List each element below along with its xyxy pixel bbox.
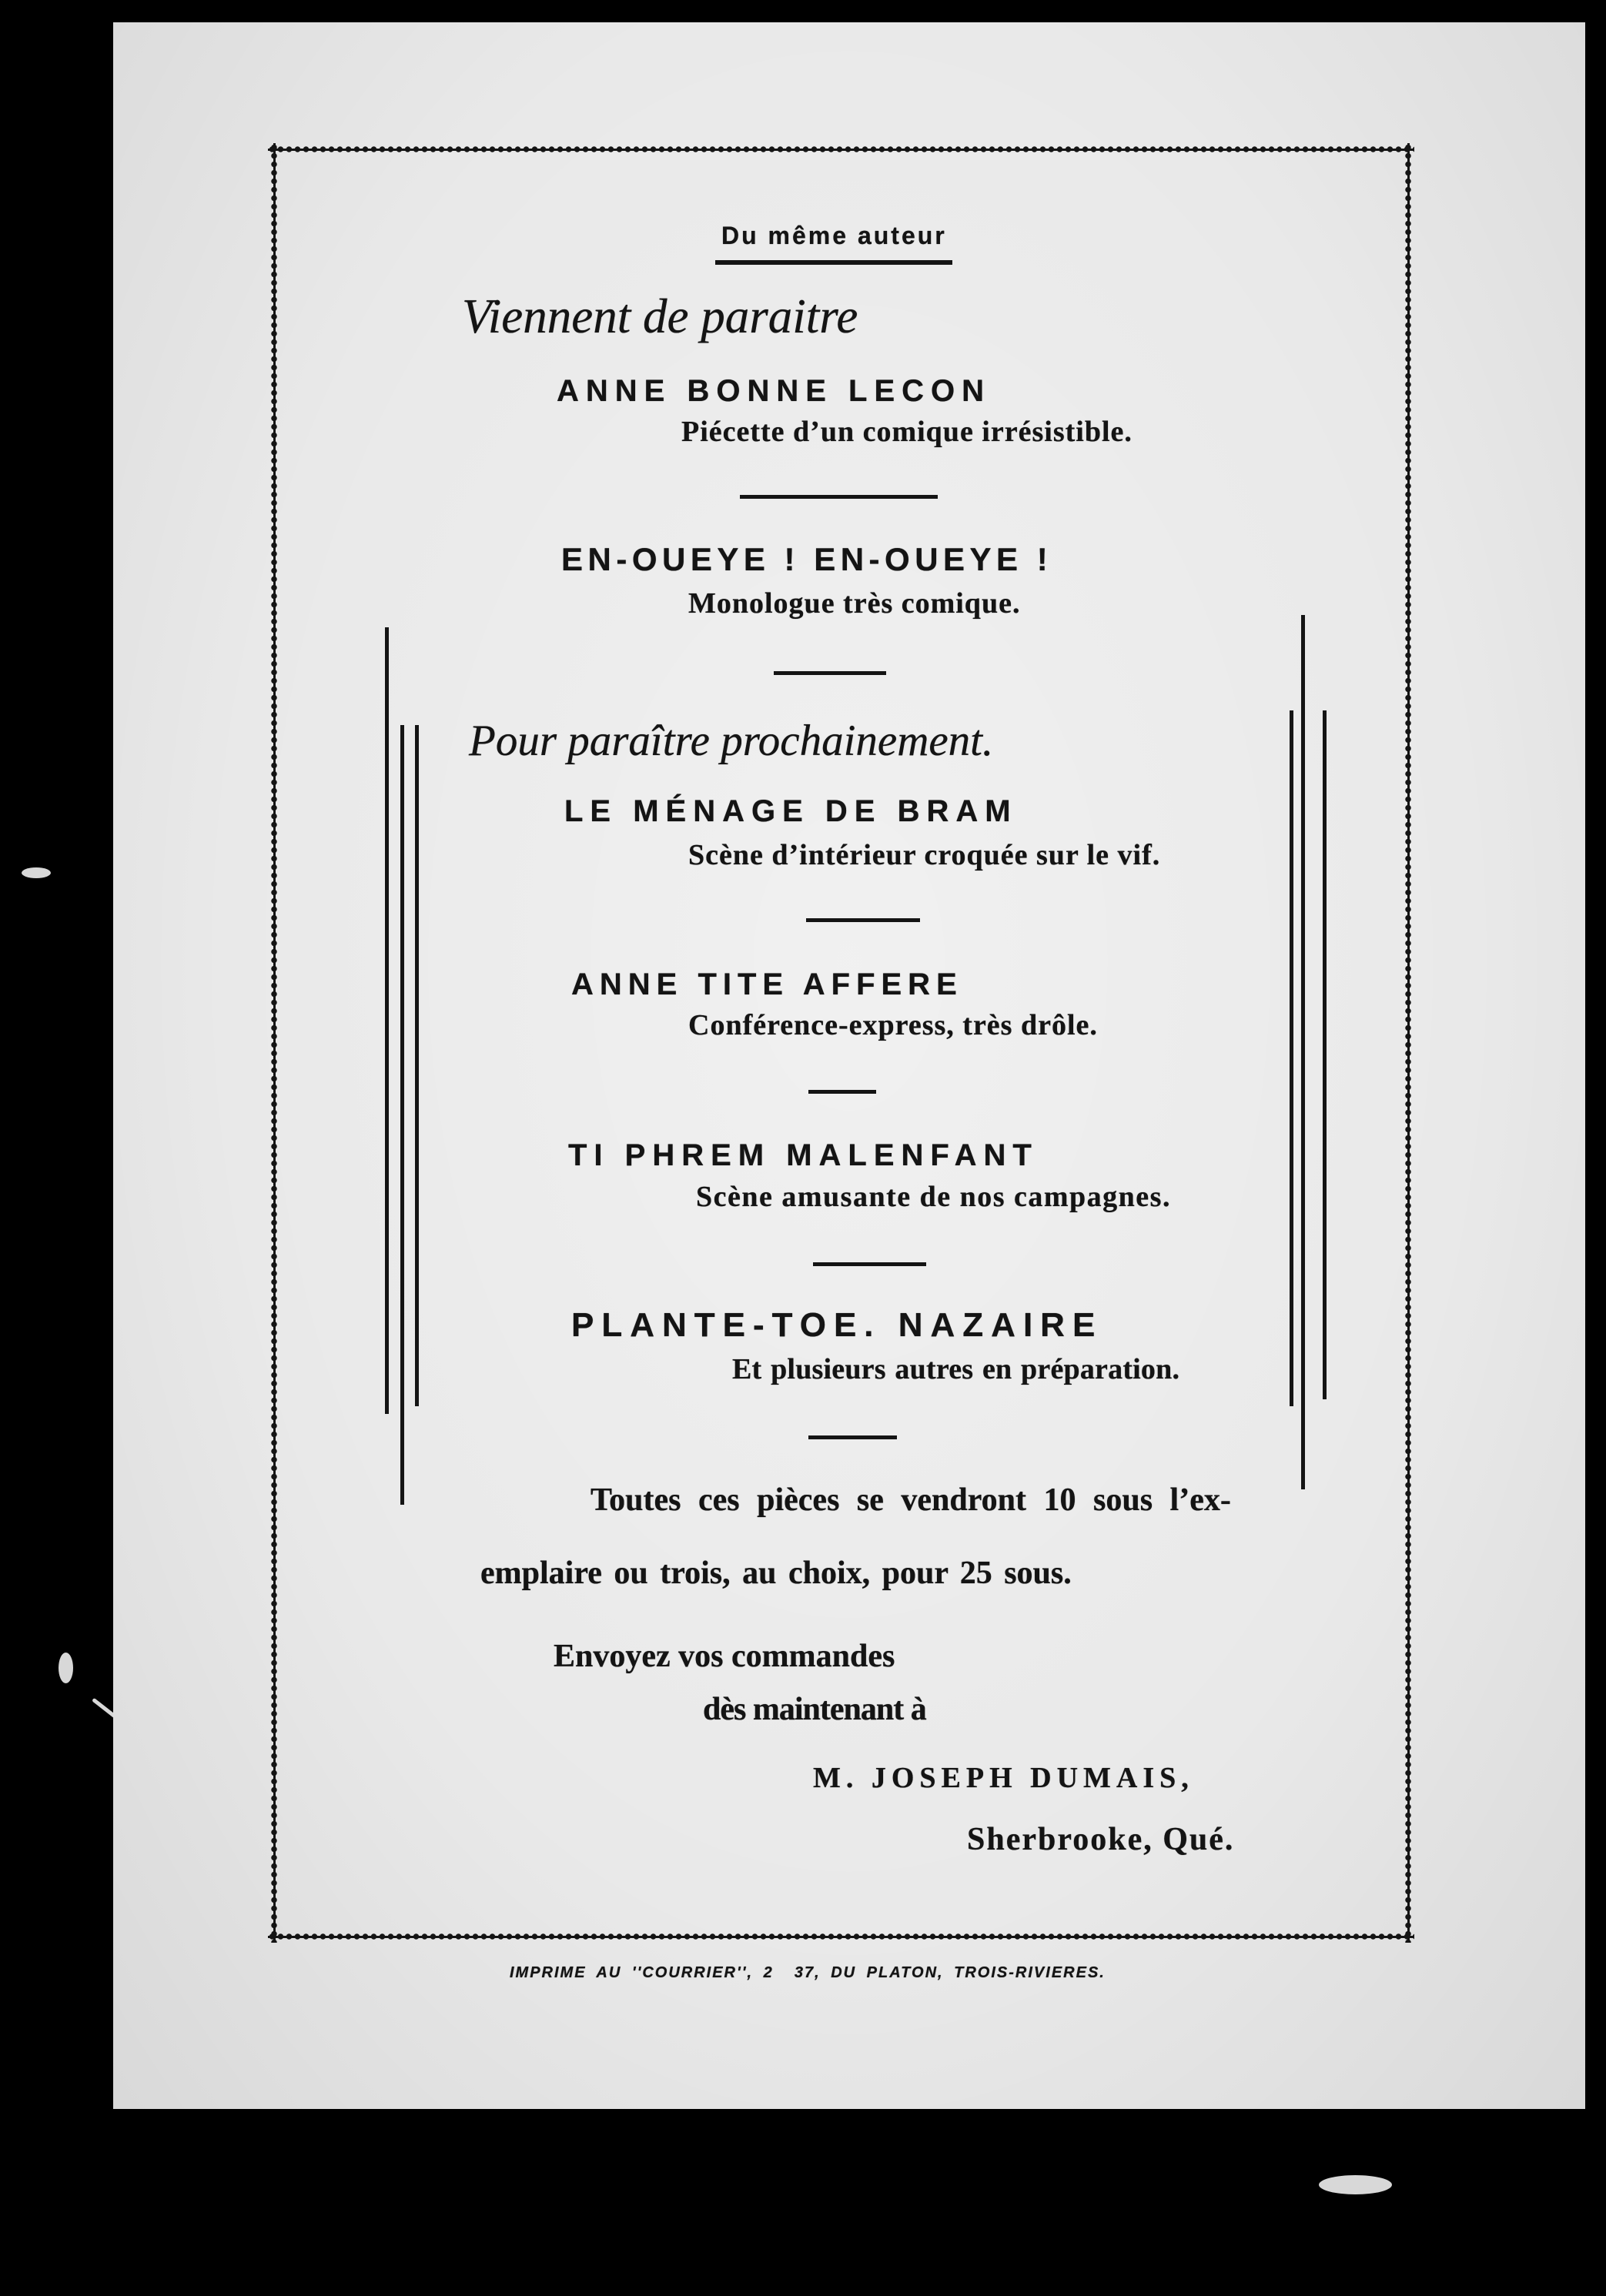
work-description: Scène amusante de nos campagnes. bbox=[696, 1181, 1171, 1213]
work-description: Scène d’intérieur croquée sur le vif. bbox=[688, 839, 1161, 871]
decorative-vertical-line bbox=[400, 725, 404, 1505]
border-ornament-top bbox=[268, 143, 1414, 155]
work-title: ANNE TITE AFFERE bbox=[571, 968, 963, 1001]
decorative-vertical-line bbox=[1290, 710, 1293, 1406]
border-ornament-left bbox=[268, 143, 280, 1943]
work-title: LE MÉNAGE DE BRAM bbox=[564, 794, 1018, 828]
work-title: EN-OUEYE ! EN-OUEYE ! bbox=[561, 541, 1053, 577]
pricing-line: emplaire ou trois, au choix, pour 25 sous. bbox=[480, 1556, 1072, 1591]
order-instruction: dès maintenant à bbox=[703, 1692, 926, 1727]
page-heading: Du même auteur bbox=[721, 222, 947, 249]
section-title-upcoming: Pour paraître prochainement. bbox=[469, 717, 994, 765]
border-ornament-right bbox=[1402, 143, 1414, 1943]
separator-rule bbox=[774, 671, 886, 675]
contact-name: M. JOSEPH DUMAIS, bbox=[813, 1762, 1194, 1794]
separator-rule bbox=[808, 1090, 876, 1094]
separator-rule bbox=[813, 1262, 926, 1266]
work-description: Monologue très comique. bbox=[688, 587, 1021, 620]
decorative-vertical-line bbox=[415, 725, 419, 1406]
work-title: TI PHREM MALENFANT bbox=[568, 1138, 1039, 1172]
border-ornament-bottom bbox=[268, 1930, 1414, 1943]
work-description: Piécette d’un comique irrésistible. bbox=[681, 416, 1133, 448]
scan-speck bbox=[59, 1653, 73, 1683]
work-title: PLANTE-TOE. NAZAIRE bbox=[571, 1306, 1103, 1344]
document-page bbox=[113, 22, 1585, 2109]
work-description: Conférence-express, très drôle. bbox=[688, 1009, 1098, 1041]
scan-speck bbox=[1319, 2175, 1392, 2194]
separator-rule bbox=[806, 918, 920, 922]
pricing-line: Toutes ces pièces se vendront 10 sous l’ex- bbox=[591, 1482, 1231, 1518]
scan-speck bbox=[22, 867, 51, 878]
decorative-vertical-line bbox=[1301, 615, 1305, 1489]
contact-city: Sherbrooke, Qué. bbox=[967, 1822, 1235, 1857]
separator-rule bbox=[740, 495, 938, 499]
section-title-released: Viennent de paraitre bbox=[462, 289, 858, 343]
order-instruction: Envoyez vos commandes bbox=[554, 1639, 895, 1674]
decorative-vertical-line bbox=[1323, 710, 1327, 1399]
work-description: Et plusieurs autres en préparation. bbox=[732, 1353, 1180, 1385]
decorative-vertical-line bbox=[385, 627, 389, 1414]
heading-underline bbox=[715, 260, 952, 265]
separator-rule bbox=[808, 1435, 897, 1439]
work-title: ANNE BONNE LECON bbox=[557, 374, 992, 408]
printer-imprint: IMPRIME AU ''COURRIER'', 2 37, DU PLATON, TROIS-RIVIERES. bbox=[510, 1964, 1106, 1981]
